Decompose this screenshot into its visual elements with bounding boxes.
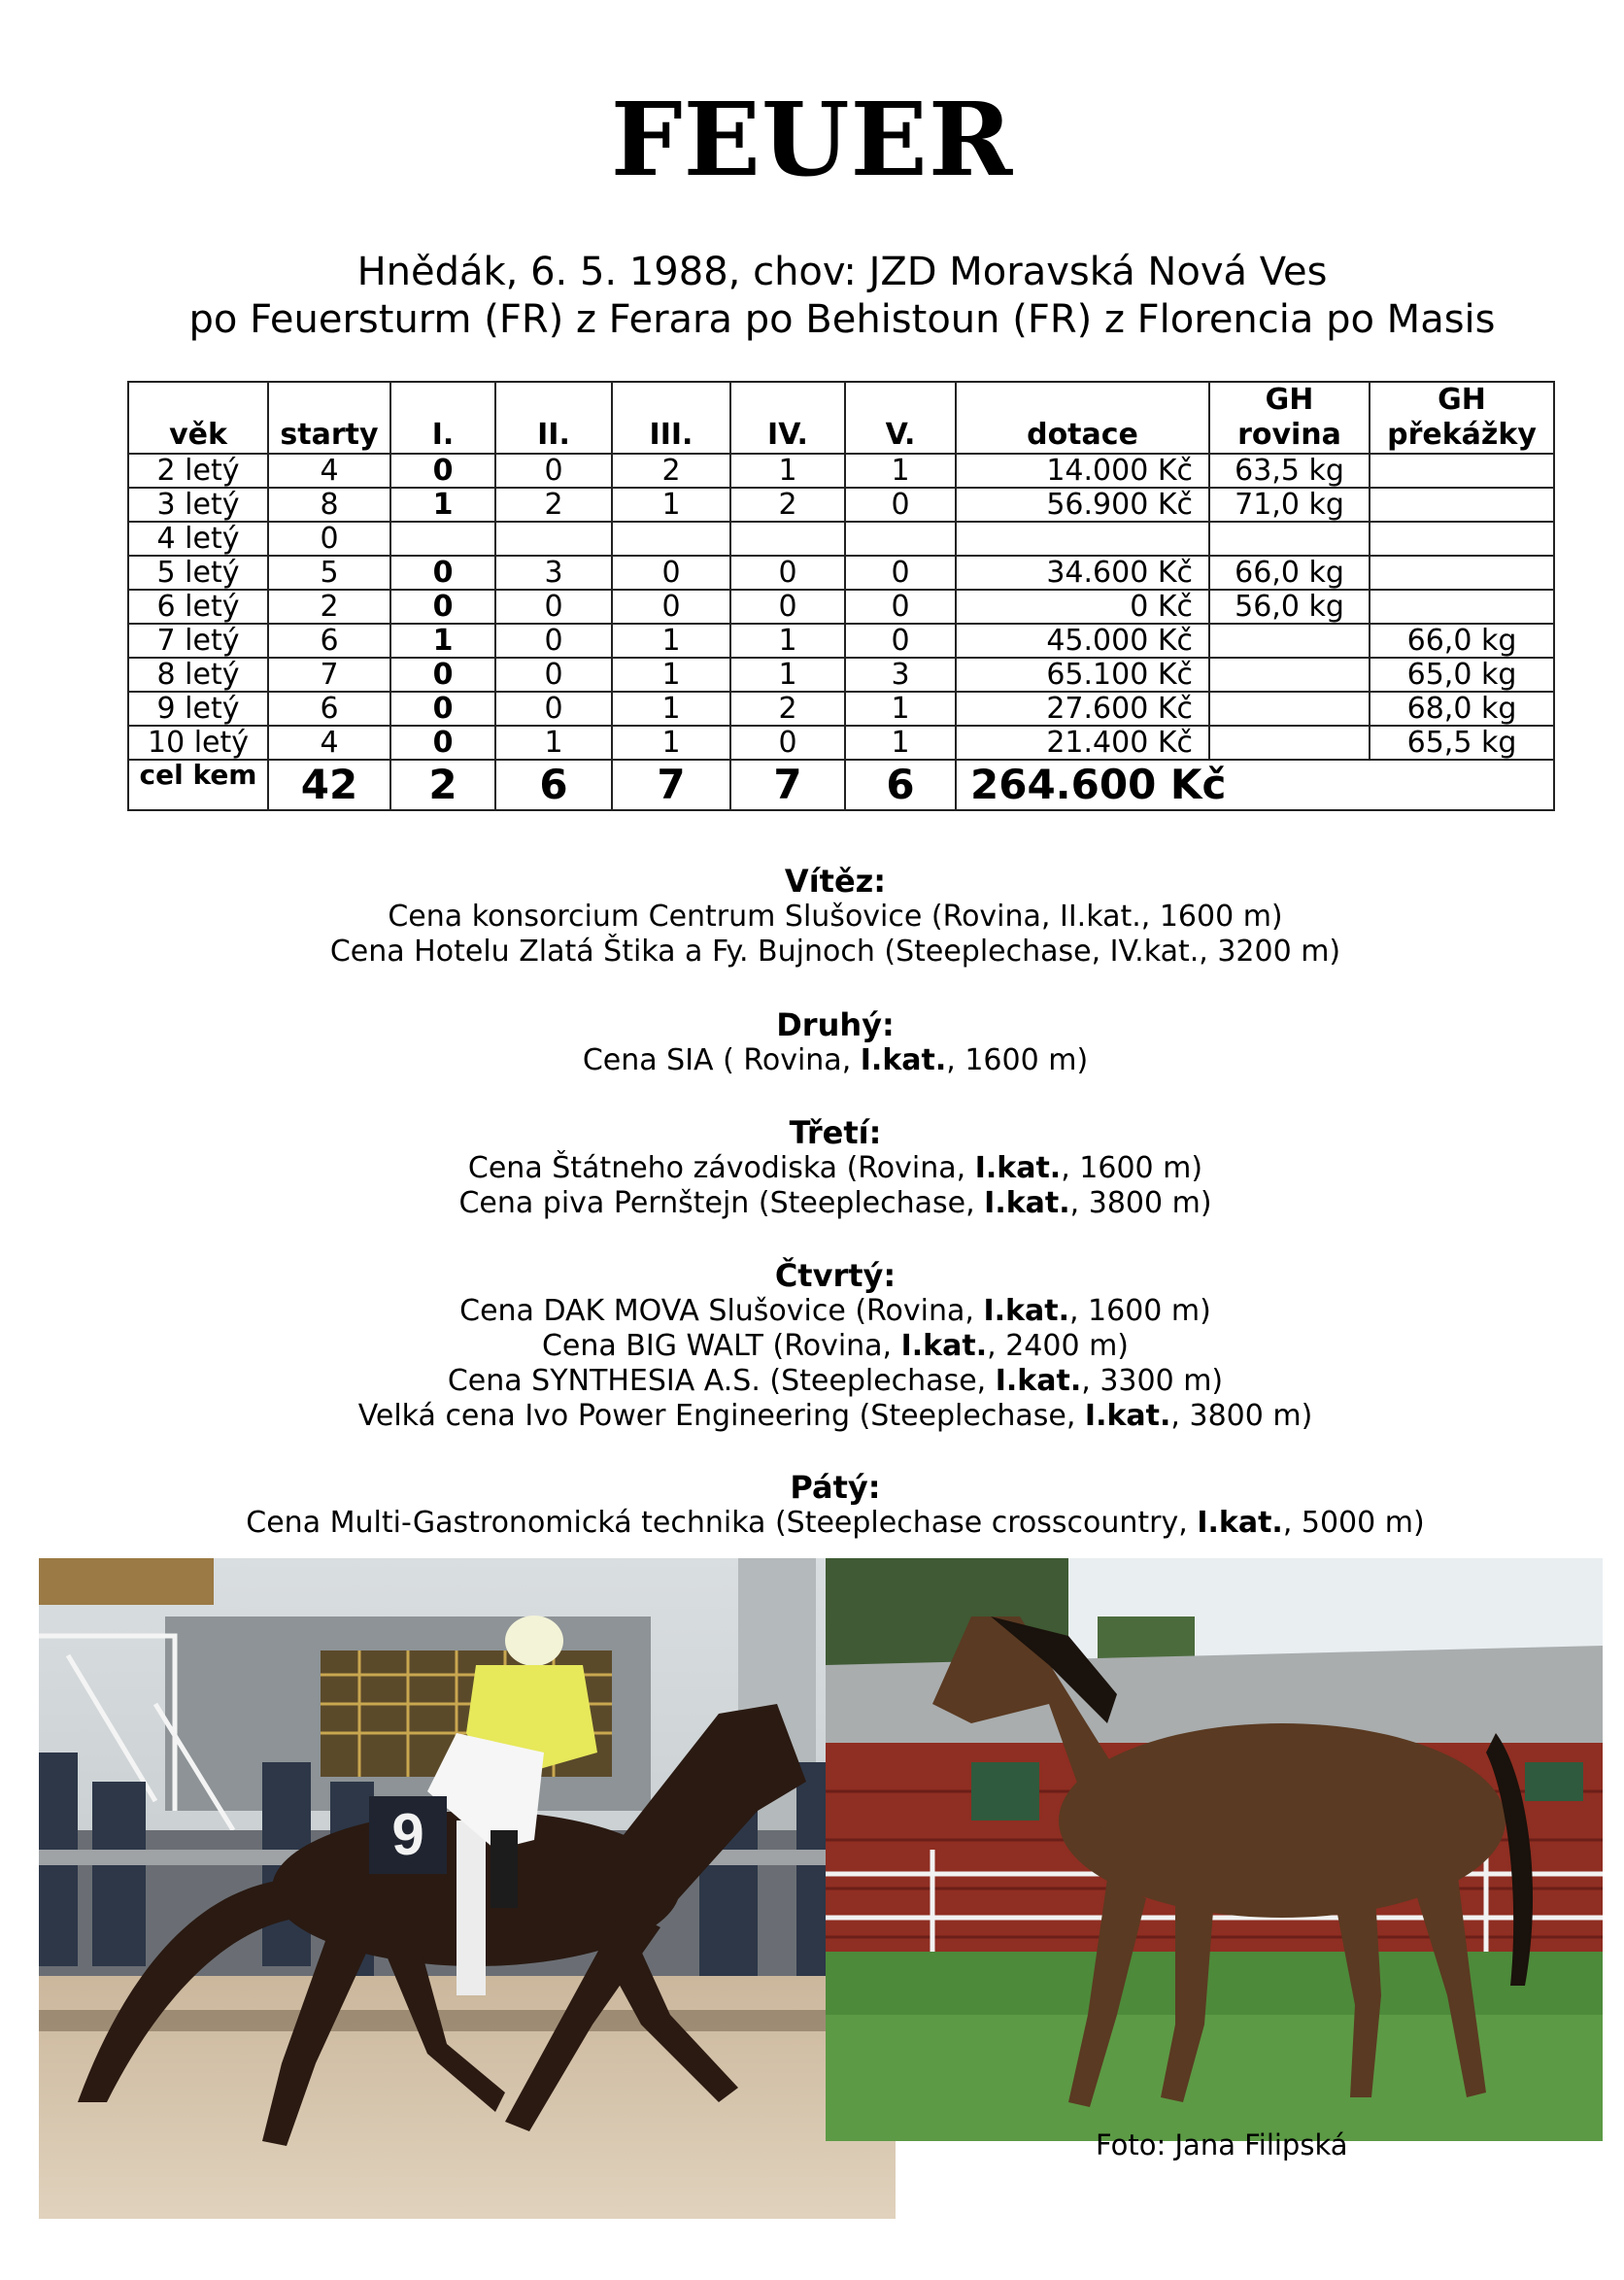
total-prize: 264.600 Kč xyxy=(956,760,1554,810)
total-second: 6 xyxy=(495,760,612,810)
result-line: Cena piva Pernštejn (Steeplechase, I.kat., 3800 m) xyxy=(458,1186,1212,1220)
photo-credit: Foto: Jana Filipská xyxy=(1096,2128,1348,2161)
header-prize: dotace xyxy=(956,382,1209,454)
horse-portrait-photo xyxy=(826,1558,1603,2141)
table-row: 4 letý 0 xyxy=(128,522,1554,556)
section-heading: Třetí: xyxy=(789,1114,882,1151)
header-second: II. xyxy=(495,382,612,454)
result-line: Cena BIG WALT (Rovina, I.kat., 2400 m) xyxy=(541,1329,1130,1363)
race-photo-illustration xyxy=(39,1558,896,2219)
table-row: 9 letý 6 0 0 1 2 1 27.600 Kč 68,0 kg xyxy=(128,692,1554,726)
race-record-table xyxy=(127,381,1555,811)
header-age: věk xyxy=(128,382,268,454)
total-label: cel kem xyxy=(128,760,268,810)
page-title: FEUER xyxy=(610,80,1014,199)
table-row: 6 letý 2 0 0 0 0 0 0 Kč 56,0 kg xyxy=(128,590,1554,624)
result-line: Cena konsorcium Centrum Slušovice (Rovina, II.kat., 1600 m) xyxy=(388,900,1283,934)
pedigree: po Feuersturm (FR) z Ferara po Behistoun (FR) z Florencia po Masis xyxy=(188,297,1496,342)
table-row: 8 letý 7 0 0 1 1 3 65.100 Kč 65,0 kg xyxy=(128,658,1554,692)
header-gh-flat: GH rovina xyxy=(1209,382,1370,454)
table-row: 5 letý 5 0 3 0 0 0 34.600 Kč 66,0 kg xyxy=(128,556,1554,590)
header-first: I. xyxy=(390,382,495,454)
section-heading: Vítěz: xyxy=(784,863,887,900)
total-first: 2 xyxy=(390,760,495,810)
section-fourth xyxy=(0,1257,1624,1434)
header-starts: starty xyxy=(268,382,390,454)
section-second xyxy=(0,1006,1624,1078)
result-line: Velká cena Ivo Power Engineering (Steeplechase, I.kat., 3800 m) xyxy=(357,1399,1313,1433)
table-row: 2 letý 4 0 0 2 1 1 14.000 Kč 63,5 kg xyxy=(128,454,1554,488)
total-fifth: 6 xyxy=(845,760,956,810)
section-winner xyxy=(0,863,1624,970)
table-row: 10 letý 4 0 1 1 0 1 21.400 Kč 65,5 kg xyxy=(128,726,1554,760)
header-gh-jump: GH překážky xyxy=(1370,382,1554,454)
section-heading: Druhý: xyxy=(776,1006,895,1043)
horse-portrait-illustration xyxy=(826,1558,1603,2141)
total-third: 7 xyxy=(612,760,730,810)
section-heading: Čtvrtý: xyxy=(774,1257,897,1294)
result-line: Cena SYNTHESIA A.S. (Steeplechase, I.kat., 3300 m) xyxy=(447,1364,1224,1398)
race-number-cloth: 9 xyxy=(391,1802,424,1867)
header-fourth: IV. xyxy=(730,382,845,454)
total-starts: 42 xyxy=(268,760,390,810)
section-heading: Pátý: xyxy=(790,1469,881,1506)
header-fifth: V. xyxy=(845,382,956,454)
header-third: III. xyxy=(612,382,730,454)
total-fourth: 7 xyxy=(730,760,845,810)
section-third xyxy=(0,1114,1624,1221)
table-row: 3 letý 8 1 2 1 2 0 56.900 Kč 71,0 kg xyxy=(128,488,1554,522)
horse-info: Hnědák, 6. 5. 1988, chov: JZD Moravská Nová Ves xyxy=(356,250,1328,294)
result-line: Cena Hotelu Zlatá Štika a Fy. Bujnoch (Steeplechase, IV.kat., 3200 m) xyxy=(329,935,1341,969)
result-line: Cena Multi-Gastronomická technika (Steeplechase crosscountry, I.kat., 5000 m) xyxy=(246,1506,1425,1540)
result-line: Cena SIA ( Rovina, I.kat., 1600 m) xyxy=(582,1043,1089,1077)
race-photo xyxy=(39,1558,896,2219)
table-header-row xyxy=(128,382,1554,454)
section-fifth xyxy=(0,1469,1624,1541)
table-total-row xyxy=(128,760,1554,810)
result-line: Cena DAK MOVA Slušovice (Rovina, I.kat., 1600 m) xyxy=(459,1294,1211,1328)
table-row: 7 letý 6 1 0 1 1 0 45.000 Kč 66,0 kg xyxy=(128,624,1554,658)
result-line: Cena Štátneho závodiska (Rovina, I.kat., 1600 m) xyxy=(467,1151,1203,1185)
